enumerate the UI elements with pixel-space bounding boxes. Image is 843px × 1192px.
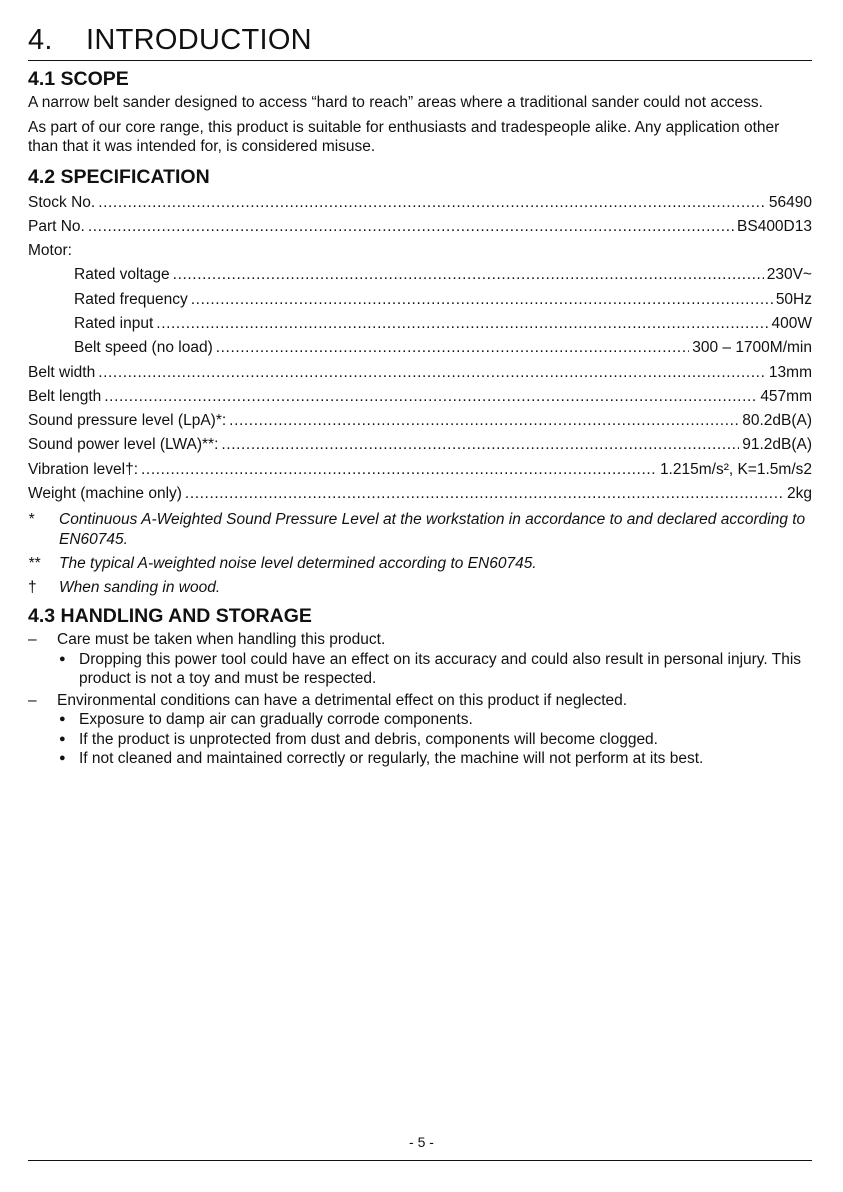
spec-label: Motor: xyxy=(28,242,72,260)
spec-value: 457mm xyxy=(760,387,812,405)
dot-leader xyxy=(185,482,784,506)
spec-row-motor xyxy=(28,239,812,263)
scope-paragraph-1: A narrow belt sander designed to access “hard to reach” areas where a traditional sander could not access. xyxy=(28,94,763,111)
handling-heading: 4.3 HANDLING AND STORAGE xyxy=(28,605,312,628)
spec-label: Sound pressure level (LpA)*: xyxy=(28,412,227,430)
bullet-item xyxy=(57,749,812,769)
spec-footnotes xyxy=(28,510,812,598)
spec-row-belt-width xyxy=(28,361,812,385)
spec-value: BS400D13 xyxy=(737,217,812,235)
dot-leader xyxy=(98,191,766,215)
handling-item xyxy=(28,691,812,711)
spec-row-weight xyxy=(28,482,812,506)
spec-label: Rated frequency xyxy=(74,290,188,308)
handling-bullets xyxy=(28,710,812,769)
bullet-icon: ● xyxy=(59,732,66,745)
footnote-mark: * xyxy=(28,511,35,529)
spec-row-belt-length xyxy=(28,385,812,409)
scope-paragraph-2: As part of our core range, this product is suitable for enthusiasts and tradespeople alike. Any application other than that it was intended for, is considered misuse. xyxy=(28,118,780,155)
bullet-item xyxy=(57,730,812,750)
spec-label: Rated voltage xyxy=(74,266,170,284)
spec-row-sound-pressure xyxy=(28,409,812,433)
dot-leader xyxy=(104,385,757,409)
spec-row-part xyxy=(28,215,812,239)
handling-bullets xyxy=(28,650,812,689)
scope-section xyxy=(28,67,812,157)
specification-section xyxy=(28,165,812,599)
footnote xyxy=(28,578,812,598)
page xyxy=(28,22,812,771)
spec-list xyxy=(28,191,812,507)
chapter-number: 4. xyxy=(28,24,53,56)
footnote-text: Continuous A-Weighted Sound Pressure Level at the workstation in accordance to and declared according to EN60745. xyxy=(59,511,806,549)
bullet-text: Dropping this power tool could have an effect on its accuracy and could also result in personal injury. This product is not a toy and must be respected. xyxy=(79,650,802,688)
spec-label: Weight (machine only) xyxy=(28,485,182,503)
chapter-title-text: INTRODUCTION xyxy=(86,24,312,56)
footnote-text: When sanding in wood. xyxy=(59,579,221,597)
spec-value: 80.2dB(A) xyxy=(742,412,812,430)
bullet-icon: ● xyxy=(59,713,66,726)
handling-item-text: Care must be taken when handling this product. xyxy=(57,631,386,649)
spec-row-stock xyxy=(28,191,812,215)
spec-label: Stock No. xyxy=(28,193,96,211)
dot-leader xyxy=(216,336,689,360)
spec-row-belt-speed xyxy=(28,336,812,360)
dot-leader xyxy=(98,361,766,385)
spec-value: 50Hz xyxy=(775,290,812,308)
dot-leader xyxy=(221,433,739,457)
spec-value: 1.215m/s², K=1.5m/s2 xyxy=(659,460,812,478)
footnote-mark: ** xyxy=(28,555,41,573)
bullet-item xyxy=(57,710,812,730)
page-number: - 5 - xyxy=(409,1134,434,1150)
spec-label: Belt length xyxy=(28,387,102,405)
spec-label: Belt speed (no load) xyxy=(74,339,213,357)
chapter-divider xyxy=(28,60,812,61)
handling-list xyxy=(28,630,812,769)
spec-row-voltage xyxy=(28,263,812,287)
spec-value: 300 – 1700M/min xyxy=(692,339,812,357)
spec-value: 400W xyxy=(771,314,812,332)
footnote xyxy=(28,554,812,574)
spec-value: 2kg xyxy=(787,485,812,503)
spec-row-frequency xyxy=(28,288,812,312)
handling-section xyxy=(28,604,812,769)
dot-leader xyxy=(88,215,734,239)
spec-label: Rated input xyxy=(74,314,154,332)
spec-label: Belt width xyxy=(28,363,96,381)
dot-leader xyxy=(229,409,739,433)
spec-value: 91.2dB(A) xyxy=(742,436,812,454)
spec-row-vibration xyxy=(28,458,812,482)
spec-label: Vibration level†: xyxy=(28,460,139,478)
bullet-icon: ● xyxy=(59,652,66,665)
dot-leader xyxy=(141,458,657,482)
bullet-text: If the product is unprotected from dust and debris, components will become clogged. xyxy=(79,730,658,748)
spec-row-input xyxy=(28,312,812,336)
footnote xyxy=(28,510,812,550)
dot-leader xyxy=(191,288,773,312)
handling-item xyxy=(28,630,812,650)
spec-value: 56490 xyxy=(768,193,812,211)
handling-item-text: Environmental conditions can have a detrimental effect on this product if neglected. xyxy=(57,691,628,709)
chapter-title xyxy=(28,22,812,58)
dash-marker: – xyxy=(28,691,37,709)
bullet-icon: ● xyxy=(59,752,66,765)
specification-heading: 4.2 SPECIFICATION xyxy=(28,165,210,188)
scope-heading: 4.1 SCOPE xyxy=(28,68,129,90)
dot-leader xyxy=(156,312,768,336)
spec-value: 13mm xyxy=(768,363,812,381)
footnote-text: The typical A-weighted noise level determined according to EN60745. xyxy=(59,555,537,573)
footer-divider xyxy=(28,1160,812,1161)
bullet-text: If not cleaned and maintained correctly or regularly, the machine will not perform at its best. xyxy=(79,750,704,768)
spec-label: Sound power level (LWA)**: xyxy=(28,436,219,454)
spec-value: 230V~ xyxy=(766,266,812,284)
bullet-text: Exposure to damp air can gradually corrode components. xyxy=(79,711,473,729)
footnote-mark: † xyxy=(28,579,37,597)
dash-marker: – xyxy=(28,631,37,649)
spec-row-sound-power xyxy=(28,433,812,457)
spec-label: Part No. xyxy=(28,217,85,235)
bullet-item xyxy=(57,650,812,689)
dot-leader xyxy=(173,263,764,287)
